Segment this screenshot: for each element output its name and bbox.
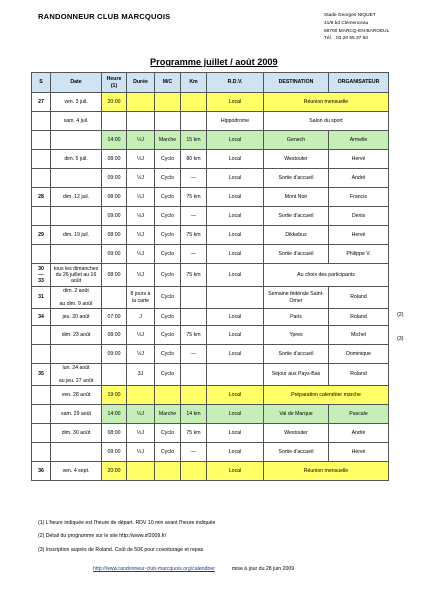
date-cell: dim. 19 juil. [51, 226, 102, 245]
hour-cell: 09:00 [102, 345, 127, 364]
type-cell [155, 112, 181, 131]
footnote: (1) L'heure indiquée est l'heure de départ. RDV 10 min avant l'heure indiquée [38, 520, 216, 526]
hour-cell [102, 112, 127, 131]
date-cell [51, 245, 102, 264]
type-cell [155, 386, 181, 405]
meeting-cell: Local [207, 150, 264, 169]
meeting-cell: Hippodrome [207, 112, 264, 131]
date-cell: jeu. 20 août [51, 309, 102, 326]
duration-cell: ½J [127, 245, 155, 264]
week-cell [32, 326, 51, 345]
hour-cell [102, 364, 127, 386]
type-cell: Cyclo [155, 287, 181, 309]
duration-cell: ½J [127, 131, 155, 150]
type-cell: Cyclo [155, 309, 181, 326]
meeting-cell: Local [207, 405, 264, 424]
duration-cell: ½J [127, 207, 155, 226]
date-cell: lun. 24 août au jeu. 27 août [51, 364, 102, 386]
column-header: M/C [155, 73, 181, 93]
week-cell: 36 [32, 462, 51, 481]
destination-cell: Westouter [264, 424, 329, 443]
week-cell [32, 424, 51, 443]
duration-cell: ½J [127, 443, 155, 462]
type-cell: Cyclo [155, 345, 181, 364]
destination-cell: Westouter [264, 150, 329, 169]
week-cell: 30 — 33 [32, 264, 51, 287]
column-header: ORGANISATEUR [329, 73, 389, 93]
type-cell: Cyclo [155, 326, 181, 345]
column-header: Km [181, 73, 207, 93]
date-cell [51, 345, 102, 364]
organizer-cell: Pascale [329, 405, 389, 424]
table-row [32, 326, 389, 345]
distance-cell: — [181, 207, 207, 226]
distance-cell: 15 km [181, 131, 207, 150]
date-cell: dim. 23 août [51, 326, 102, 345]
meeting-cell: Local [207, 309, 264, 326]
destination-cell: Sortie d'accueil [264, 169, 329, 188]
destination-cell: Réunion mensuelle [264, 462, 389, 481]
type-cell: Cyclo [155, 364, 181, 386]
week-cell: 34 [32, 309, 51, 326]
week-cell [32, 405, 51, 424]
type-cell: Marche [155, 131, 181, 150]
hour-cell: 20:00 [102, 462, 127, 481]
distance-cell [181, 287, 207, 309]
date-cell [51, 131, 102, 150]
week-cell [32, 169, 51, 188]
week-cell: 27 [32, 93, 51, 112]
hour-cell [102, 287, 127, 309]
meeting-cell: Local [207, 264, 264, 287]
type-cell: Cyclo [155, 169, 181, 188]
type-cell [155, 462, 181, 481]
address-line: Stade Georges NIQUET [324, 13, 376, 18]
week-cell [32, 150, 51, 169]
meeting-cell: Local [207, 188, 264, 207]
organizer-cell: Roland [329, 364, 389, 386]
duration-cell: ½J [127, 264, 155, 287]
distance-cell: 14 km [181, 405, 207, 424]
organizer-cell: Dominique [329, 345, 389, 364]
destination-cell: Réunion mensuelle [264, 93, 389, 112]
table-row [32, 345, 389, 364]
duration-cell: ½J [127, 345, 155, 364]
organizer-cell: Hervé [329, 150, 389, 169]
date-cell [51, 443, 102, 462]
destination-cell: Sortie d'accueil [264, 443, 329, 462]
duration-cell [127, 462, 155, 481]
duration-cell: 8 jours à la carte [127, 287, 155, 309]
duration-cell: ½J [127, 169, 155, 188]
week-cell [32, 131, 51, 150]
column-header: S [32, 73, 51, 93]
table-row [32, 364, 389, 386]
distance-cell: 75 km [181, 326, 207, 345]
week-cell [32, 112, 51, 131]
distance-cell [181, 364, 207, 386]
meeting-cell: Local [207, 131, 264, 150]
week-cell [32, 386, 51, 405]
type-cell: Cyclo [155, 264, 181, 287]
organizer-cell: Armelle [329, 131, 389, 150]
organizer-cell: Denis [329, 207, 389, 226]
table-row [32, 386, 389, 405]
distance-cell: — [181, 245, 207, 264]
destination-cell: Séjour aux Pays-Bas [264, 364, 329, 386]
meeting-cell: Local [207, 443, 264, 462]
table-row [32, 245, 389, 264]
week-cell: 28 [32, 188, 51, 207]
table-row [32, 207, 389, 226]
date-cell: dim. 30 août [51, 424, 102, 443]
table-row [32, 188, 389, 207]
week-cell [32, 245, 51, 264]
destination-cell: Ypres [264, 326, 329, 345]
duration-cell: ½J [127, 226, 155, 245]
table-row [32, 226, 389, 245]
table-row [32, 169, 389, 188]
date-cell: dim. 2 août au dim. 9 août [51, 287, 102, 309]
destination-cell: Semaine fédérale Saint-Omer [264, 287, 329, 309]
distance-cell: — [181, 169, 207, 188]
destination-cell: Genech [264, 131, 329, 150]
duration-cell: ½J [127, 326, 155, 345]
date-cell: dim. 5 juil. [51, 150, 102, 169]
table-row [32, 112, 389, 131]
hour-cell: 09:00 [102, 245, 127, 264]
meeting-cell: Local [207, 169, 264, 188]
hour-cell: 09:00 [102, 443, 127, 462]
distance-cell: 75 km [181, 226, 207, 245]
destination-cell: Mont Noir [264, 188, 329, 207]
type-cell: Marche [155, 405, 181, 424]
week-cell: 35 [32, 364, 51, 386]
date-cell: sam. 29 août [51, 405, 102, 424]
organizer-cell: Francis [329, 188, 389, 207]
distance-cell: 80 km [181, 150, 207, 169]
hour-cell: 08:00 [102, 264, 127, 287]
date-cell: sam. 4 juil. [51, 112, 102, 131]
meeting-cell: Local [207, 226, 264, 245]
destination-cell: Préparation calendrier marche [264, 386, 389, 405]
distance-cell [181, 309, 207, 326]
meeting-cell: Local [207, 93, 264, 112]
meeting-cell: Local [207, 326, 264, 345]
column-header: Durée [127, 73, 155, 93]
date-cell: tous les dimanches du 26 juillet au 16 août [51, 264, 102, 287]
duration-cell: 3J [127, 364, 155, 386]
hour-cell: 14:00 [102, 131, 127, 150]
meeting-cell: Local [207, 462, 264, 481]
distance-cell: 75 km [181, 264, 207, 287]
hour-cell: 08:00 [102, 326, 127, 345]
organizer-cell: Hervé [329, 443, 389, 462]
update-date: mise à jour du 28 juin 2009 [231, 566, 295, 572]
date-cell [51, 169, 102, 188]
meeting-cell [207, 364, 264, 386]
address-line: Tél. : 03 20 55 37 60 [324, 36, 369, 42]
organizer-cell: André [329, 424, 389, 443]
destination-cell: Paris [264, 309, 329, 326]
page-footer [93, 566, 294, 572]
footnote: (3) Inscription auprès de Roland. Coût de 50€ pour covoiturage et repas [38, 547, 204, 553]
destination-cell: Sortie d'accueil [264, 345, 329, 364]
column-header: R.D.V. [207, 73, 264, 93]
club-name: RANDONNEUR CLUB MARCQUOIS [38, 12, 171, 21]
schedule-table [31, 72, 389, 481]
table-row [32, 405, 389, 424]
hour-cell: 19:00 [102, 386, 127, 405]
organizer-cell: Philippe V. [329, 245, 389, 264]
table-row [32, 93, 389, 112]
week-cell: 31 [32, 287, 51, 309]
meeting-cell: Local [207, 245, 264, 264]
table-header-row [32, 73, 389, 93]
type-cell: Cyclo [155, 245, 181, 264]
distance-cell: 75 km [181, 424, 207, 443]
type-cell: Cyclo [155, 207, 181, 226]
hour-cell: 08:00 [102, 424, 127, 443]
organizer-cell: Michel [329, 326, 389, 345]
column-header: Heure (1) [102, 73, 127, 93]
hour-cell: 14:00 [102, 405, 127, 424]
type-cell [155, 93, 181, 112]
week-cell: 29 [32, 226, 51, 245]
table-row [32, 309, 389, 326]
hour-cell: 20:00 [102, 93, 127, 112]
date-cell: ven. 3 juil. [51, 93, 102, 112]
duration-cell: ½J [127, 150, 155, 169]
type-cell: Cyclo [155, 188, 181, 207]
table-row [32, 150, 389, 169]
table-row [32, 424, 389, 443]
hour-cell: 08:00 [102, 188, 127, 207]
destination-cell: Salon du sport [264, 112, 389, 131]
distance-cell [181, 386, 207, 405]
organizer-cell: Roland [329, 287, 389, 309]
distance-cell: — [181, 443, 207, 462]
type-cell: Cyclo [155, 443, 181, 462]
column-header: DESTINATION [264, 73, 329, 93]
destination-cell: Val de Marque [264, 405, 329, 424]
week-cell [32, 443, 51, 462]
website-link[interactable]: http://www.randonneur-club-marcquois.org/calendrier [93, 566, 215, 572]
distance-cell [181, 93, 207, 112]
duration-cell [127, 93, 155, 112]
meeting-cell: Local [207, 345, 264, 364]
date-cell [51, 207, 102, 226]
table-row [32, 131, 389, 150]
destination-cell: Dikkebus [264, 226, 329, 245]
date-cell: dim. 12 juil. [51, 188, 102, 207]
distance-cell: — [181, 345, 207, 364]
table-row [32, 264, 389, 287]
meeting-cell: Local [207, 386, 264, 405]
club-address [324, 12, 414, 43]
hour-cell: 09:00 [102, 169, 127, 188]
address-line: 41/9 bd Clémenceau [324, 20, 369, 26]
duration-cell: ½J [127, 405, 155, 424]
organizer-cell: Hervé [329, 226, 389, 245]
hour-cell: 07:00 [102, 309, 127, 326]
footnote: (2) Détail du programme sur le site http://www.sf2009.fr/ [38, 533, 167, 539]
type-cell: Cyclo [155, 424, 181, 443]
table-row [32, 287, 389, 309]
hour-cell: 08:00 [102, 150, 127, 169]
meeting-cell: Local [207, 207, 264, 226]
duration-cell [127, 386, 155, 405]
distance-cell [181, 462, 207, 481]
table-row [32, 443, 389, 462]
hour-cell: 09:00 [102, 207, 127, 226]
duration-cell [127, 112, 155, 131]
row-note: (3) [397, 336, 404, 342]
distance-cell [181, 112, 207, 131]
meeting-cell [207, 287, 264, 309]
destination-cell: Sortie d'accueil [264, 245, 329, 264]
hour-cell: 08:00 [102, 226, 127, 245]
date-cell: ven. 28 août [51, 386, 102, 405]
destination-cell: Sortie d'accueil [264, 207, 329, 226]
meeting-cell: Local [207, 424, 264, 443]
duration-cell: ½J [127, 424, 155, 443]
address-line: 59700 MARCQ-EN-BAROEUL [324, 28, 390, 34]
duration-cell: J [127, 309, 155, 326]
week-cell [32, 345, 51, 364]
column-header: Date [51, 73, 102, 93]
date-cell: ven. 4 sept. [51, 462, 102, 481]
duration-cell: ½J [127, 188, 155, 207]
destination-cell: Au choix des participants [264, 264, 389, 287]
schedule-body [32, 93, 389, 481]
organizer-cell: André [329, 169, 389, 188]
organizer-cell: Roland [329, 309, 389, 326]
type-cell: Cyclo [155, 226, 181, 245]
week-cell [32, 207, 51, 226]
type-cell: Cyclo [155, 150, 181, 169]
distance-cell: 75 km [181, 188, 207, 207]
page-title: Programme juillet / août 2009 [150, 57, 278, 67]
table-row [32, 462, 389, 481]
row-note: (2) [397, 312, 404, 318]
